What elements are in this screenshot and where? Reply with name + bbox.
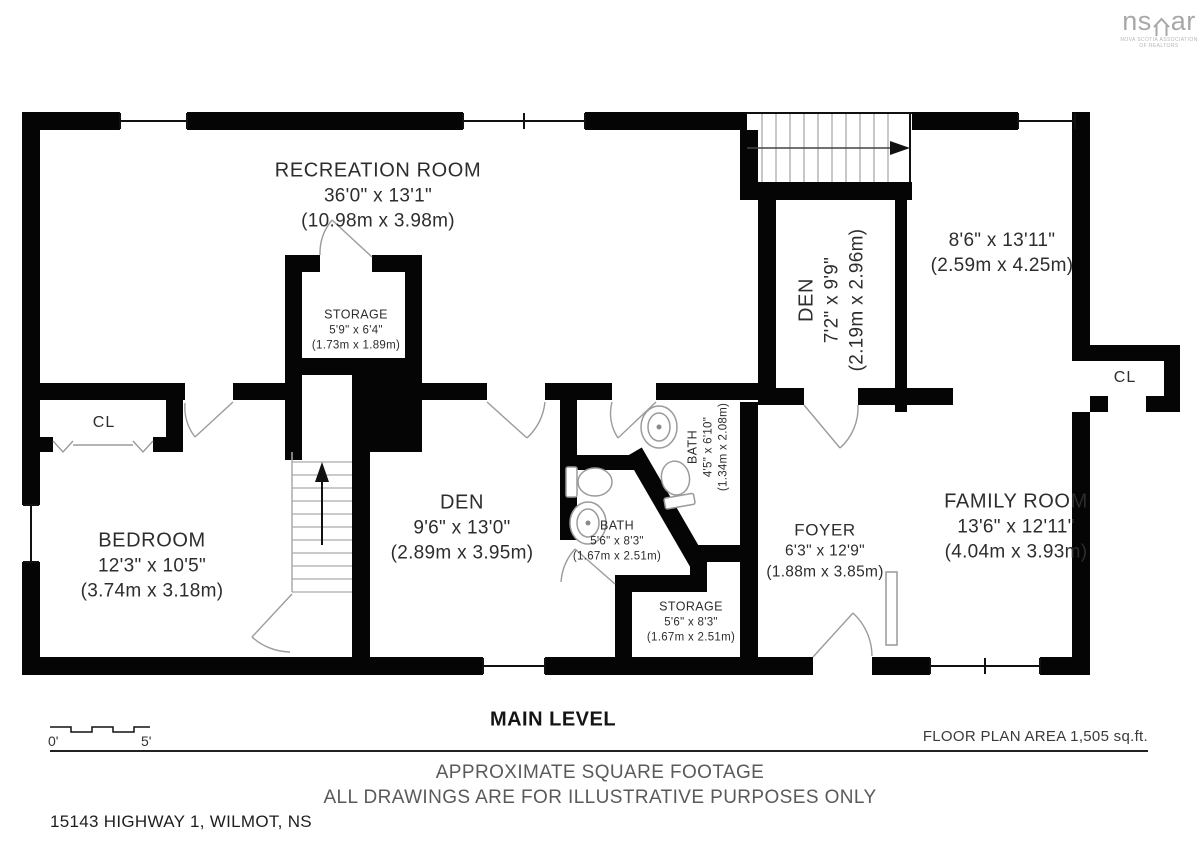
room-label-den-small: DEN 7'2" x 9'9" (2.19m x 2.96m) (795, 228, 869, 372)
room-label-storage-lower: STORAGE 5'6" x 8'3" (1.67m x 2.51m) (646, 599, 736, 644)
property-address: 15143 HIGHWAY 1, WILMOT, NS (50, 812, 312, 831)
disclaimer-line2: ALL DRAWINGS ARE FOR ILLUSTRATIVE PURPOSES ONLY (323, 787, 877, 808)
closet-label-left: CL (92, 414, 116, 431)
logo-text-left: ns (1122, 6, 1152, 36)
room-label-den-main: DEN 9'6" x 13'0" (2.89m x 3.95m) (390, 491, 534, 565)
closet-label-right: CL (1113, 369, 1137, 386)
scale-bar (50, 727, 150, 732)
logo-text-right: ar (1170, 6, 1196, 36)
nsar-logo (1118, 6, 1200, 49)
room-label-upper-right: 8'6" x 13'11" (2.59m x 4.25m) (930, 229, 1074, 276)
stairs-up-icon (292, 452, 352, 592)
room-label-bedroom: BEDROOM 12'3" x 10'5" (3.74m x 3.18m) (80, 529, 224, 603)
room-label-family: FAMILY ROOM 13'6" x 12'11" (4.04m x 3.93m) (944, 490, 1088, 564)
footer-divider (50, 750, 1148, 752)
disclaimer-line1: APPROXIMATE SQUARE FOOTAGE (435, 762, 765, 783)
scale-five-label: 5' (141, 733, 152, 749)
room-label-storage-top: STORAGE 5'9" x 6'4" (1.73m x 1.89m) (311, 307, 401, 352)
bifold-door-icon (53, 441, 153, 452)
scale-zero-label: 0' (48, 733, 59, 749)
room-label-recreation: RECREATION ROOM 36'0" x 13'1" (10.98m x 3.98m) (274, 159, 482, 233)
door-arc (185, 220, 872, 657)
railing (886, 572, 897, 645)
house-icon (1153, 17, 1170, 37)
floor-area-text: FLOOR PLAN AREA 1,505 sq.ft. (922, 728, 1148, 745)
logo-subtitle2: OF REALTORS (1139, 43, 1179, 49)
level-title: MAIN LEVEL (489, 708, 617, 731)
room-label-bath-lower: BATH 5'6" x 8'3" (1.67m x 2.51m) (572, 518, 662, 563)
room-label-bath-upper: BATH 4'5" x 6'10" (1.34m x 2.08m) (685, 402, 730, 492)
stairs-up-icon (747, 113, 912, 182)
logo-subtitle: NOVA SCOTIA ASSOCIATION (1120, 37, 1198, 43)
room-label-foyer: FOYER 6'3" x 12'9" (1.88m x 3.85m) (766, 520, 884, 581)
